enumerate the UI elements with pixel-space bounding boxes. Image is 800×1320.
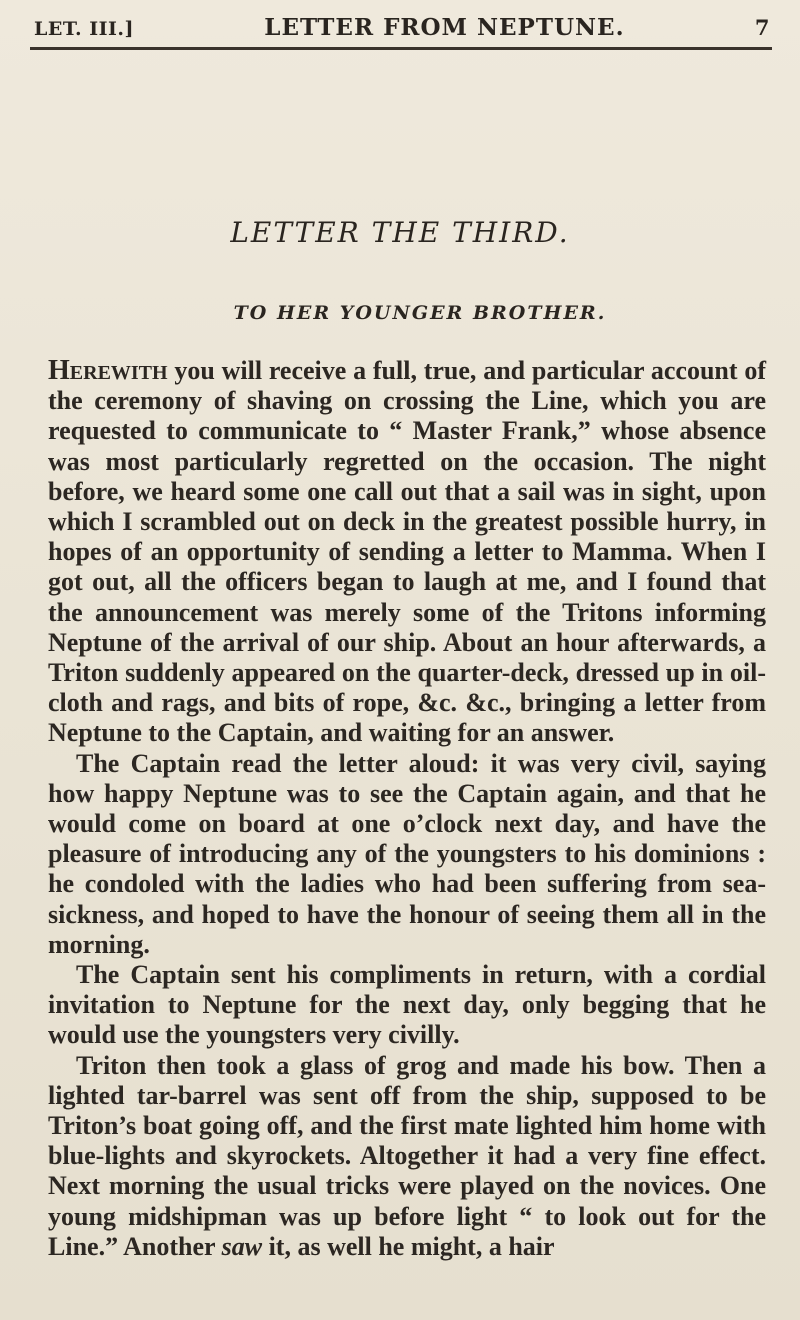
opening-word: Herewith [48,355,168,386]
paragraph-4-tail: it, as well he might, a hair [262,1231,555,1261]
header-title: LETTER FROM NEPTUNE. [264,14,625,41]
paragraph-1 [48,356,766,749]
letter-body [48,356,766,1262]
paragraph-2: The Captain read the letter aloud: it was very civil, saying how happy Neptune was to see the Captain again, and that he would come on board at one o’clock next day, and have the pleasure of introducing any of the youngsters to his dominions : he condoled with the ladies who had been suffering from sea-sickness, and hoped to have the honour of seeing them all in the morning. [48,748,766,959]
chapter-title: LETTER THE THIRD. [230,216,570,249]
header-rule [30,47,772,50]
paragraph-4 [48,1051,766,1262]
header-letter-number: LET. III.] [34,18,135,40]
paragraph-1-text: you will receive a full, true, and particular account of the ceremony of shaving on crossing the Line, which you are requested to communicate to “ Master Frank,” whose absence was most particularly regretted on the occasion. The night before, we heard some one call out that a sail was in sight, upon which I scrambled out on deck in the greatest possible hurry, in hopes of an opportunity of sending a letter to Mamma. When I got out, all the officers began to laugh at me, and I found that the announcement was merely some of the Tritons informing Neptune of the arrival of our ship. About an hour afterwards, a Triton suddenly appeared on the quarter-deck, dressed up in oil-cloth and rags, and bits of rope, &c. &c., bringing a letter from Neptune to the Captain, and waiting for an answer. [48,356,766,748]
page-number: 7 [754,15,770,40]
paragraph-3: The Captain sent his compliments in return, with a cordial invitation to Neptune for the next day, only begging that he would use the youngsters very civilly. [48,960,766,1050]
paragraph-4-italic: saw [221,1231,263,1261]
paragraph-4-text: Triton then took a glass of grog and made his bow. Then a lighted tar-barrel was sent off from the ship, supposed to be Triton’s boat going off, and the first mate lighted him home with blue-lights and skyrockets. Altogether it had a very fine effect. Next morning the usual tricks were played on the novices. One young midshipman was up before light “ to look out for the Line.” Another [48,1050,766,1261]
chapter-subtitle: TO HER YOUNGER BROTHER. [233,302,607,324]
running-header [34,14,770,44]
